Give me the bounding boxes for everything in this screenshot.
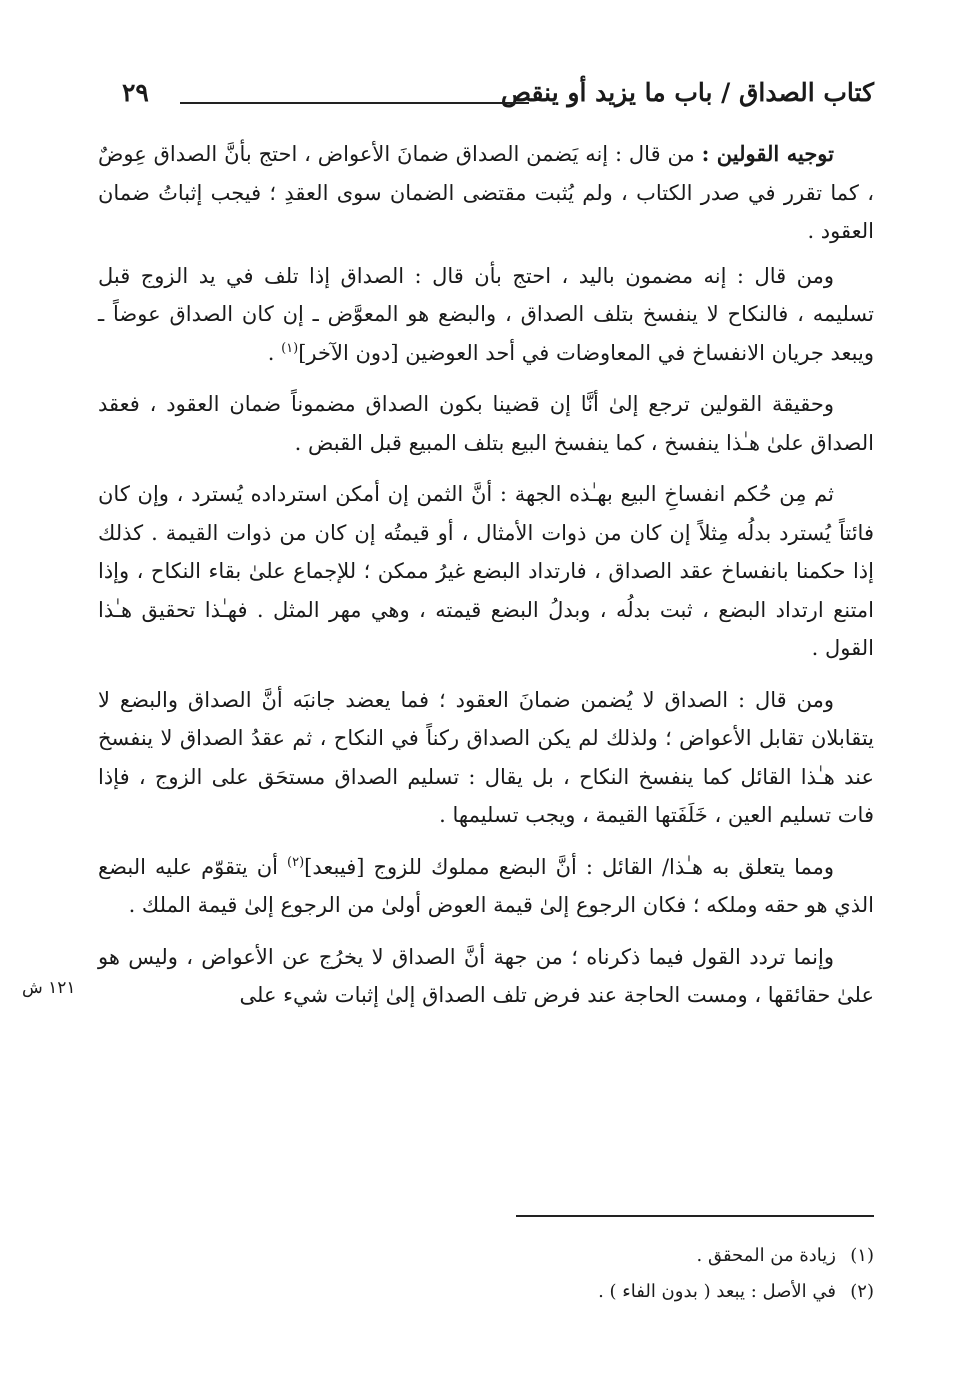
footnote-text: زيادة من المحقق .	[696, 1245, 836, 1266]
footnote-number: (١)	[850, 1245, 874, 1266]
main-text	[98, 135, 874, 1028]
paragraph-hukm	[98, 475, 874, 668]
paragraph-text: وحقيقة القولين ترجع إلىٰ أنَّا إن قضينا بكون الصداق مضموناً ضمان العقود ، فعقد الصداق علىٰ هـٰذا ينفسخ ، كما ينفسخ البيع بتلف المبيع قبل القبض .	[98, 392, 874, 455]
paragraph-mimma	[98, 848, 874, 925]
footnote-ref-2[interactable]: (٢)	[287, 854, 305, 870]
paragraph-tail: أن يتقوّم عليه البضع الذي هو حقه وملكه ؛ فكان الرجوع إلىٰ قيمة العوض أولىٰ من الرجوع إلىٰ قيمة الملك .	[98, 854, 874, 917]
paragraph-text: من قال : إنه يَضمن الصداق ضمانَ الأعواض ، احتج بأنَّ الصداق عِوضٌ ، كما تقرر في صدر الكتاب ، ولم يُثبت مقتضى الضمان سوى العقدِ ؛ فيجب إثباتُ ضمان العقود .	[98, 142, 874, 243]
paragraph-lead: توجيه القولين :	[701, 141, 834, 166]
footnote-1	[300, 1238, 874, 1274]
footnote-ref-1[interactable]: (١)	[281, 340, 299, 356]
footnote-text: في الأصل : يبعد ( بدون الفاء ) .	[598, 1281, 836, 1302]
paragraph-text: ومما يتعلق به هـٰذا/ القائل : أنَّ البضع مملوك للزوج [فيبعد]	[304, 854, 834, 879]
footnote-separator	[516, 1215, 874, 1217]
footnote-2	[300, 1274, 874, 1310]
page-number: ٢٩	[122, 78, 149, 107]
paragraph-la-yudman	[98, 681, 874, 835]
header-title: كتاب الصداق / باب ما يزيد أو ينقص	[500, 78, 874, 107]
paragraph-tail: .	[267, 340, 282, 365]
paragraph-text: ثم مِن حُكم انفساخِ البيع بهـٰذه الجهة : أنَّ الثمن إن أمكن استرداده يُسترد ، وإن كان فائتاً يُسترد بدلُه مِثلاً إن كان من ذوات الأمثال ، أو قيمتُه إن كان من ذوات القيمة . كذلك إذا حكمنا بانفساخ عقد الصداق ، فارتداد البضع غيرُ ممكن ؛ للإجماع علىٰ بقاء النكاح ، وإذا امتنع ارتداد البضع ، ثبت بدلُه ، وبدلُ البضع قيمته ، وهي مهر المثل . فهـٰذا تحقيق هـٰذا القول .	[98, 482, 874, 660]
paragraph-haqiqa	[98, 385, 874, 462]
footnote-number: (٢)	[850, 1281, 874, 1302]
paragraph-tawjih	[98, 135, 874, 251]
running-header	[110, 78, 874, 118]
margin-folio-note: ١٢١ ش	[22, 978, 76, 998]
paragraph-text: وإنما تردد القول فيما ذكرناه ؛ من جهة أنَّ الصداق لا يخرُج عن الأعواض ، وليس هو علىٰ حقائقها ، ومست الحاجة عند فرض تلف الصداق إلىٰ إثبات شيء على	[98, 944, 874, 1007]
paragraph-text: ومن قال : الصداق لا يُضمن ضمانَ العقود ؛ فما يعضد جانبَه أنَّ الصداق والبضع لا يتقابلان تقابل الأعواض ؛ ولذلك لم يكن الصداق ركناً في النكاح ، ثم عقدُ الصداق لا ينفسخ عند هـٰذا القائل كما ينفسخ النكاح ، بل يقال : تسليم الصداق مستحَق على الزوج ، فإذا فات تسليم العين ، خَلَفَتها القيمة ، ويجب تسليمها .	[98, 687, 874, 827]
paragraph-yad	[98, 257, 874, 373]
paragraph-text: ومن قال : إنه مضمون باليد ، احتج بأن قال : الصداق إذا تلف في يد الزوج قبل تسليمه ، فالنكاح لا ينفسخ بتلف الصداق ، والبضع هو المعوَّض ـ إن كان الصداق عوضاً ـ ويبعد جريان الانفساخ في المعاوضات في أحد العوضين [دون الآخر]	[98, 263, 874, 365]
paragraph-taraddud	[98, 938, 874, 1015]
footnotes	[300, 1238, 874, 1310]
header-rule	[180, 102, 529, 104]
